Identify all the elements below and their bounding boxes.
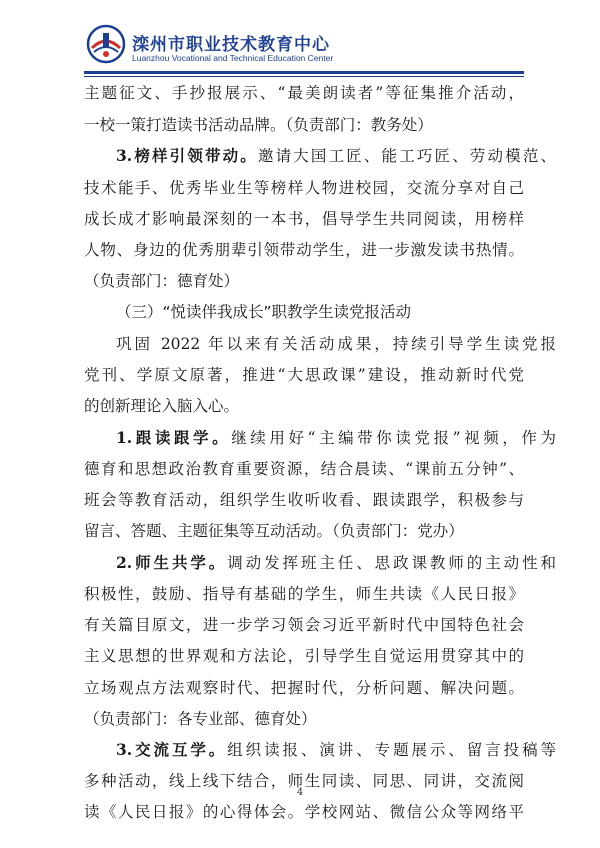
body-line: 一校一策打造读书活动品牌。（负责部门：教务处） xyxy=(84,116,433,134)
sub-1-title: 1.跟读跟学。 xyxy=(116,428,232,447)
body-line: 读《人民日报》的心得体会。学校网站、微信公众等网络平 xyxy=(84,803,524,821)
body-line: （负责部门：各专业部、德育处） xyxy=(84,710,317,728)
body-line: 有关篇目原文，进一步学习领会习近平新时代中国特色社会 xyxy=(84,616,524,634)
body-line: 德育和思想政治教育重要资源，结合晨读、“课前五分钟”、 xyxy=(84,460,524,478)
sub-1-paragraph xyxy=(84,427,556,449)
org-name-en: Luanzhou Vocational and Technical Education Center xyxy=(132,53,334,63)
body-line: 人物、身边的优秀朋辈引领带动学生，进一步激发读书热情。 xyxy=(84,241,524,259)
body-line: 积极性，鼓励、指导有基础的学生，师生共读《人民日报》 xyxy=(84,585,524,603)
header-rule-thin xyxy=(84,76,524,77)
item-3-paragraph xyxy=(84,145,556,167)
body-line: 技术能手、优秀毕业生等榜样人物进校园，交流分享对自己 xyxy=(84,179,524,197)
sub-2-paragraph xyxy=(84,552,556,574)
org-name-cn: 滦州市职业技术教育中心 xyxy=(132,35,330,55)
header-rule-thick xyxy=(84,71,524,74)
body-line: 组织读报、演讲、专题展示、留言投稿等 xyxy=(227,741,556,759)
school-emblem-icon xyxy=(86,24,126,64)
sub-3-paragraph xyxy=(84,739,556,761)
body-line: 主题征文、手抄报展示、“最美朗读者”等征集推介活动， xyxy=(84,84,524,102)
sub-3-title: 3.交流互学。 xyxy=(116,740,228,759)
body-line: 党刊、学原文原著，推进“大思政课”建设，推动新时代党 xyxy=(84,366,524,384)
sub-2-title: 2.师生共学。 xyxy=(116,553,228,572)
body-line: 的创新理论入脑入心。 xyxy=(84,397,240,415)
body-line: 成长成才影响最深刻的一本书，倡导学生共同阅读，用榜样 xyxy=(84,210,524,228)
page-number: 4 xyxy=(296,787,304,798)
body-line: （负责部门：德育处） xyxy=(84,272,240,290)
body-line: 巩固 2022 年以来有关活动成果，持续引导学生读党报 xyxy=(116,335,556,353)
body-line: 留言、答题、主题征集等互动活动。（负责部门：党办） xyxy=(84,522,464,540)
body-line: 立场观点方法观察时代、把握时代，分析问题、解决问题。 xyxy=(84,679,524,697)
body-line: 主义思想的世界观和方法论，引导学生自觉运用贯穿其中的 xyxy=(84,647,524,665)
body-line: 邀请大国工匠、能工巧匠、劳动模范、 xyxy=(257,147,556,165)
body-line: 继续用好“主编带你读党报”视频，作为 xyxy=(231,429,556,447)
section-3-heading: （三）“悦读伴我成长”职教学生读党报活动 xyxy=(116,303,412,321)
body-line: 调动发挥班主任、思政课教师的主动性和 xyxy=(227,554,556,572)
letterhead xyxy=(86,22,516,72)
body-line: 班会等教育活动，组织学生收听收看、跟读跟学，积极参与 xyxy=(84,491,524,509)
body-line: 多种活动，线上线下结合，师生同读、同思、同讲，交流阅 xyxy=(84,772,524,790)
item-3-title: 3.榜样引领带动。 xyxy=(116,146,258,165)
